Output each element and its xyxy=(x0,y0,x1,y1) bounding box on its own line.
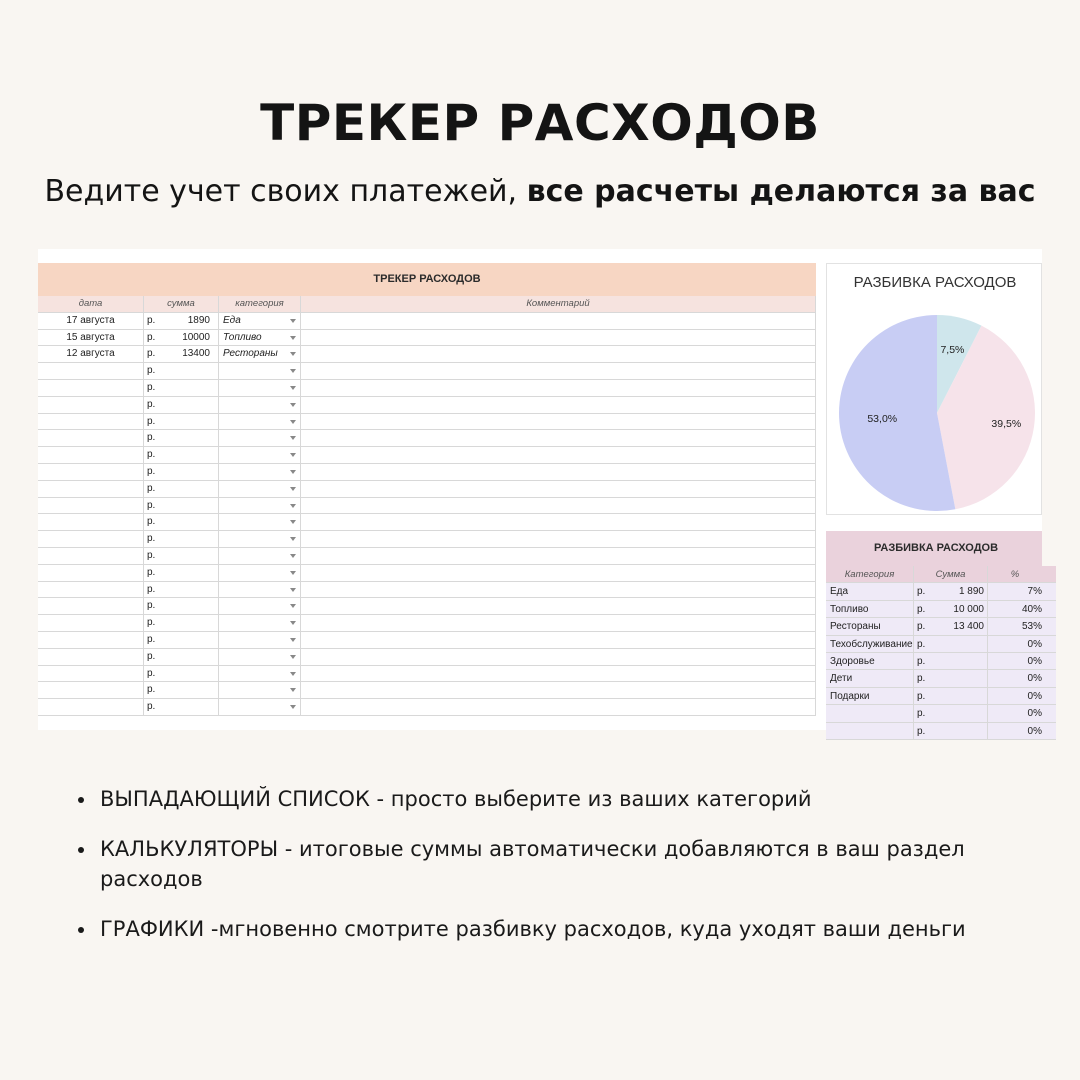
currency-cell: р. xyxy=(147,617,156,629)
date-cell[interactable] xyxy=(38,582,144,598)
currency-cell: р. xyxy=(147,684,156,696)
amount-cell[interactable] xyxy=(179,682,219,698)
summary-row xyxy=(826,618,1056,635)
table-row xyxy=(38,615,816,632)
date-cell[interactable] xyxy=(38,380,144,396)
table-row xyxy=(38,548,816,565)
date-cell[interactable]: 12 августа xyxy=(38,346,144,362)
comment-cell[interactable] xyxy=(301,346,816,362)
category-dropdown[interactable] xyxy=(219,330,301,346)
tracker-header-row xyxy=(38,296,816,313)
table-row xyxy=(38,363,816,380)
pie-chart-title: РАЗБИВКА РАСХОДОВ xyxy=(853,274,1017,291)
summary-col-category: Категория xyxy=(826,566,914,582)
comment-cell[interactable] xyxy=(301,447,816,463)
bullet-dot-icon xyxy=(78,847,84,853)
summary-sum xyxy=(934,723,988,739)
comment-cell[interactable] xyxy=(301,632,816,648)
currency-cell: р. xyxy=(147,398,156,410)
amount-cell[interactable] xyxy=(179,380,219,396)
summary-category: Рестораны xyxy=(826,618,914,634)
amount-cell[interactable] xyxy=(179,615,219,631)
currency-cell: р. xyxy=(147,365,156,377)
dropdown-arrow-icon[interactable] xyxy=(290,621,296,625)
category-value: Рестораны xyxy=(223,348,278,360)
table-row xyxy=(38,346,816,363)
dropdown-arrow-icon[interactable] xyxy=(290,504,296,508)
table-row xyxy=(38,699,816,716)
amount-cell[interactable] xyxy=(179,498,219,514)
feature-text: ВЫПАДАЮЩИЙ СПИСОК - просто выберите из ваших категорий xyxy=(100,787,812,811)
summary-sum xyxy=(934,653,988,669)
category-dropdown[interactable] xyxy=(219,346,301,362)
dropdown-arrow-icon[interactable] xyxy=(290,453,296,457)
amount-cell[interactable] xyxy=(179,699,219,715)
currency-cell: р. xyxy=(147,499,156,511)
dropdown-arrow-icon[interactable] xyxy=(290,537,296,541)
table-row xyxy=(38,682,816,699)
bullet-dot-icon xyxy=(78,927,84,933)
dropdown-arrow-icon[interactable] xyxy=(290,369,296,373)
pie-label-3: 53,0% xyxy=(867,413,898,426)
date-cell[interactable]: 17 августа xyxy=(38,313,144,329)
amount-cell[interactable] xyxy=(179,582,219,598)
summary-percent: 53% xyxy=(1021,621,1042,633)
category-dropdown[interactable] xyxy=(219,464,301,480)
table-row xyxy=(38,666,816,683)
date-cell[interactable] xyxy=(38,699,144,715)
category-dropdown[interactable] xyxy=(219,615,301,631)
feature-text: ГРАФИКИ -мгновенно смотрите разбивку расходов, куда уходят ваши деньги xyxy=(100,917,966,941)
amount-cell[interactable] xyxy=(179,363,219,379)
amount-cell[interactable] xyxy=(179,481,219,497)
date-cell[interactable] xyxy=(38,514,144,530)
summary-currency: р. xyxy=(917,603,926,615)
comment-cell[interactable] xyxy=(301,548,816,564)
comment-cell[interactable] xyxy=(301,649,816,665)
summary-currency: р. xyxy=(917,673,926,685)
dropdown-arrow-icon[interactable] xyxy=(290,336,296,340)
tracker-grid xyxy=(38,296,816,716)
table-row xyxy=(38,397,816,414)
summary-currency: р. xyxy=(917,690,926,702)
category-dropdown[interactable] xyxy=(219,632,301,648)
table-row xyxy=(38,632,816,649)
col-header-date: дата xyxy=(38,296,144,312)
amount-cell[interactable] xyxy=(179,447,219,463)
amount-cell[interactable] xyxy=(179,649,219,665)
currency-cell: р. xyxy=(147,516,156,528)
date-cell[interactable] xyxy=(38,598,144,614)
summary-category xyxy=(826,723,914,739)
category-dropdown[interactable] xyxy=(219,447,301,463)
feature-item xyxy=(74,834,974,894)
summary-sum xyxy=(934,636,988,652)
amount-cell[interactable]: 10000 xyxy=(179,330,219,346)
category-dropdown[interactable] xyxy=(219,598,301,614)
category-dropdown[interactable] xyxy=(219,699,301,715)
summary-header-row xyxy=(826,566,1056,583)
date-cell[interactable] xyxy=(38,548,144,564)
currency-cell: р. xyxy=(147,465,156,477)
summary-currency: р. xyxy=(917,586,926,598)
comment-cell[interactable] xyxy=(301,330,816,346)
currency-cell: р. xyxy=(147,549,156,561)
feature-text: КАЛЬКУЛЯТОРЫ - итоговые суммы автоматически добавляются в ваш раздел расходов xyxy=(100,837,965,891)
dropdown-arrow-icon[interactable] xyxy=(290,319,296,323)
amount-cell[interactable] xyxy=(179,598,219,614)
table-row xyxy=(38,514,816,531)
category-dropdown[interactable] xyxy=(219,430,301,446)
comment-cell[interactable] xyxy=(301,699,816,715)
category-dropdown[interactable] xyxy=(219,481,301,497)
summary-sum: 10 000 xyxy=(934,601,988,617)
table-row xyxy=(38,498,816,515)
table-row xyxy=(38,481,816,498)
comment-cell[interactable] xyxy=(301,666,816,682)
feature-list xyxy=(74,784,974,964)
comment-cell[interactable] xyxy=(301,615,816,631)
summary-category: Еда xyxy=(826,583,914,599)
date-cell[interactable] xyxy=(38,481,144,497)
category-value: Топливо xyxy=(223,331,262,343)
currency-cell: р. xyxy=(147,667,156,679)
date-cell[interactable] xyxy=(38,363,144,379)
dropdown-arrow-icon[interactable] xyxy=(290,672,296,676)
dropdown-arrow-icon[interactable] xyxy=(290,520,296,524)
comment-cell[interactable] xyxy=(301,565,816,581)
currency-cell: р. xyxy=(147,650,156,662)
summary-percent: 0% xyxy=(1027,673,1042,685)
amount-cell[interactable] xyxy=(179,414,219,430)
currency-cell: р. xyxy=(147,533,156,545)
table-row xyxy=(38,330,816,347)
summary-currency: р. xyxy=(917,638,926,650)
subtitle-regular: Ведите учет своих платежей, xyxy=(44,174,527,209)
category-dropdown[interactable] xyxy=(219,514,301,530)
category-dropdown[interactable] xyxy=(219,380,301,396)
pie-chart-panel xyxy=(826,263,1042,515)
currency-cell: р. xyxy=(147,432,156,444)
bullet-dot-icon xyxy=(78,797,84,803)
currency-cell: р. xyxy=(147,331,156,343)
tracker-table xyxy=(38,249,816,730)
date-cell[interactable] xyxy=(38,615,144,631)
dropdown-arrow-icon[interactable] xyxy=(290,571,296,575)
amount-cell[interactable] xyxy=(179,666,219,682)
date-cell[interactable] xyxy=(38,464,144,480)
summary-sum: 13 400 xyxy=(934,618,988,634)
feature-item xyxy=(74,784,974,814)
dropdown-arrow-icon[interactable] xyxy=(290,352,296,356)
summary-percent: 0% xyxy=(1027,690,1042,702)
date-cell[interactable] xyxy=(38,565,144,581)
table-row xyxy=(38,430,816,447)
dropdown-arrow-icon[interactable] xyxy=(290,487,296,491)
date-cell[interactable] xyxy=(38,397,144,413)
summary-category: Топливо xyxy=(826,601,914,617)
category-dropdown[interactable] xyxy=(219,414,301,430)
date-cell[interactable] xyxy=(38,531,144,547)
dropdown-arrow-icon[interactable] xyxy=(290,470,296,474)
category-dropdown[interactable] xyxy=(219,498,301,514)
summary-percent: 0% xyxy=(1027,725,1042,737)
comment-cell[interactable] xyxy=(301,397,816,413)
col-header-category: категория xyxy=(219,296,301,312)
summary-currency: р. xyxy=(917,708,926,720)
summary-col-pct: % xyxy=(1010,569,1020,580)
summary-row xyxy=(826,705,1056,722)
summary-row xyxy=(826,601,1056,618)
currency-cell: р. xyxy=(147,701,156,713)
comment-cell[interactable] xyxy=(301,481,816,497)
comment-cell[interactable] xyxy=(301,363,816,379)
date-cell[interactable] xyxy=(38,498,144,514)
table-row xyxy=(38,313,816,330)
summary-percent: 0% xyxy=(1027,708,1042,720)
currency-cell: р. xyxy=(147,381,156,393)
amount-cell[interactable] xyxy=(179,430,219,446)
table-row xyxy=(38,464,816,481)
table-row xyxy=(38,447,816,464)
amount-cell[interactable] xyxy=(179,565,219,581)
dropdown-arrow-icon[interactable] xyxy=(290,655,296,659)
date-cell[interactable] xyxy=(38,682,144,698)
currency-cell: р. xyxy=(147,583,156,595)
summary-percent: 40% xyxy=(1021,603,1042,615)
summary-percent: 0% xyxy=(1027,638,1042,650)
comment-cell[interactable] xyxy=(301,313,816,329)
summary-title: РАЗБИВКА РАСХОДОВ xyxy=(826,531,1042,566)
summary-currency: р. xyxy=(917,725,926,737)
table-row xyxy=(38,582,816,599)
date-cell[interactable]: 15 августа xyxy=(38,330,144,346)
page-subtitle xyxy=(0,174,1080,209)
comment-cell[interactable] xyxy=(301,514,816,530)
table-row xyxy=(38,380,816,397)
category-dropdown[interactable] xyxy=(219,531,301,547)
summary-row xyxy=(826,670,1056,687)
category-dropdown[interactable] xyxy=(219,548,301,564)
summary-grid xyxy=(826,566,1056,740)
amount-cell[interactable]: 13400 xyxy=(179,346,219,362)
category-dropdown[interactable] xyxy=(219,363,301,379)
summary-col-sum: Сумма xyxy=(914,566,988,582)
amount-cell[interactable]: 1890 xyxy=(179,313,219,329)
category-dropdown[interactable] xyxy=(219,649,301,665)
comment-cell[interactable] xyxy=(301,598,816,614)
col-header-comment: Комментарий xyxy=(301,296,816,312)
amount-cell[interactable] xyxy=(179,464,219,480)
comment-cell[interactable] xyxy=(301,682,816,698)
summary-currency: р. xyxy=(917,621,926,633)
currency-cell: р. xyxy=(147,449,156,461)
pie-label-2: 39,5% xyxy=(991,417,1022,430)
summary-category: Подарки xyxy=(826,688,914,704)
comment-cell[interactable] xyxy=(301,531,816,547)
date-cell[interactable] xyxy=(38,632,144,648)
date-cell[interactable] xyxy=(38,649,144,665)
subtitle-bold: все расчеты делаются за вас xyxy=(526,174,1036,209)
table-row xyxy=(38,649,816,666)
summary-sum xyxy=(934,705,988,721)
currency-cell: р. xyxy=(147,348,156,360)
summary-row xyxy=(826,653,1056,670)
date-cell[interactable] xyxy=(38,414,144,430)
currency-cell: р. xyxy=(147,600,156,612)
table-row xyxy=(38,414,816,431)
category-dropdown[interactable] xyxy=(219,582,301,598)
summary-sum: 1 890 xyxy=(934,583,988,599)
comment-cell[interactable] xyxy=(301,430,816,446)
summary-currency: р. xyxy=(917,655,926,667)
pie-label-1: 7,5% xyxy=(940,343,965,356)
table-row xyxy=(38,565,816,582)
currency-cell: р. xyxy=(147,415,156,427)
summary-row xyxy=(826,583,1056,600)
date-cell[interactable] xyxy=(38,430,144,446)
comment-cell[interactable] xyxy=(301,498,816,514)
date-cell[interactable] xyxy=(38,666,144,682)
summary-sum xyxy=(934,688,988,704)
comment-cell[interactable] xyxy=(301,582,816,598)
summary-row xyxy=(826,723,1056,740)
summary-sum xyxy=(934,670,988,686)
summary-category: Дети xyxy=(826,670,914,686)
category-dropdown[interactable] xyxy=(219,682,301,698)
summary-row xyxy=(826,688,1056,705)
amount-cell[interactable] xyxy=(179,531,219,547)
dropdown-arrow-icon[interactable] xyxy=(290,420,296,424)
dropdown-arrow-icon[interactable] xyxy=(290,386,296,390)
spreadsheet-screenshot xyxy=(38,249,1042,737)
category-dropdown[interactable] xyxy=(219,666,301,682)
summary-percent: 7% xyxy=(1027,586,1042,598)
currency-cell: р. xyxy=(147,482,156,494)
dropdown-arrow-icon[interactable] xyxy=(290,436,296,440)
category-dropdown[interactable] xyxy=(219,565,301,581)
dropdown-arrow-icon[interactable] xyxy=(290,688,296,692)
currency-cell: р. xyxy=(147,314,156,326)
summary-table xyxy=(826,531,1042,737)
date-cell[interactable] xyxy=(38,447,144,463)
summary-row xyxy=(826,636,1056,653)
comment-cell[interactable] xyxy=(301,414,816,430)
currency-cell: р. xyxy=(147,566,156,578)
summary-percent: 0% xyxy=(1027,655,1042,667)
amount-cell[interactable] xyxy=(179,397,219,413)
summary-category: Техобслуживание xyxy=(826,636,914,652)
dropdown-arrow-icon[interactable] xyxy=(290,705,296,709)
summary-category xyxy=(826,705,914,721)
dropdown-arrow-icon[interactable] xyxy=(290,638,296,642)
dropdown-arrow-icon[interactable] xyxy=(290,403,296,407)
amount-cell[interactable] xyxy=(179,514,219,530)
category-dropdown[interactable] xyxy=(219,313,301,329)
tracker-title: ТРЕКЕР РАСХОДОВ xyxy=(38,263,816,296)
dropdown-arrow-icon[interactable] xyxy=(290,588,296,592)
amount-cell[interactable] xyxy=(179,548,219,564)
dropdown-arrow-icon[interactable] xyxy=(290,554,296,558)
table-row xyxy=(38,598,816,615)
dropdown-arrow-icon[interactable] xyxy=(290,604,296,608)
table-row xyxy=(38,531,816,548)
currency-cell: р. xyxy=(147,633,156,645)
comment-cell[interactable] xyxy=(301,380,816,396)
amount-cell[interactable] xyxy=(179,632,219,648)
feature-item xyxy=(74,914,974,944)
category-value: Еда xyxy=(223,314,241,326)
category-dropdown[interactable] xyxy=(219,397,301,413)
comment-cell[interactable] xyxy=(301,464,816,480)
col-header-sum: сумма xyxy=(144,296,219,312)
summary-category: Здоровье xyxy=(826,653,914,669)
page-title: ТРЕКЕР РАСХОДОВ xyxy=(260,94,820,152)
pie-chart xyxy=(827,264,1043,516)
